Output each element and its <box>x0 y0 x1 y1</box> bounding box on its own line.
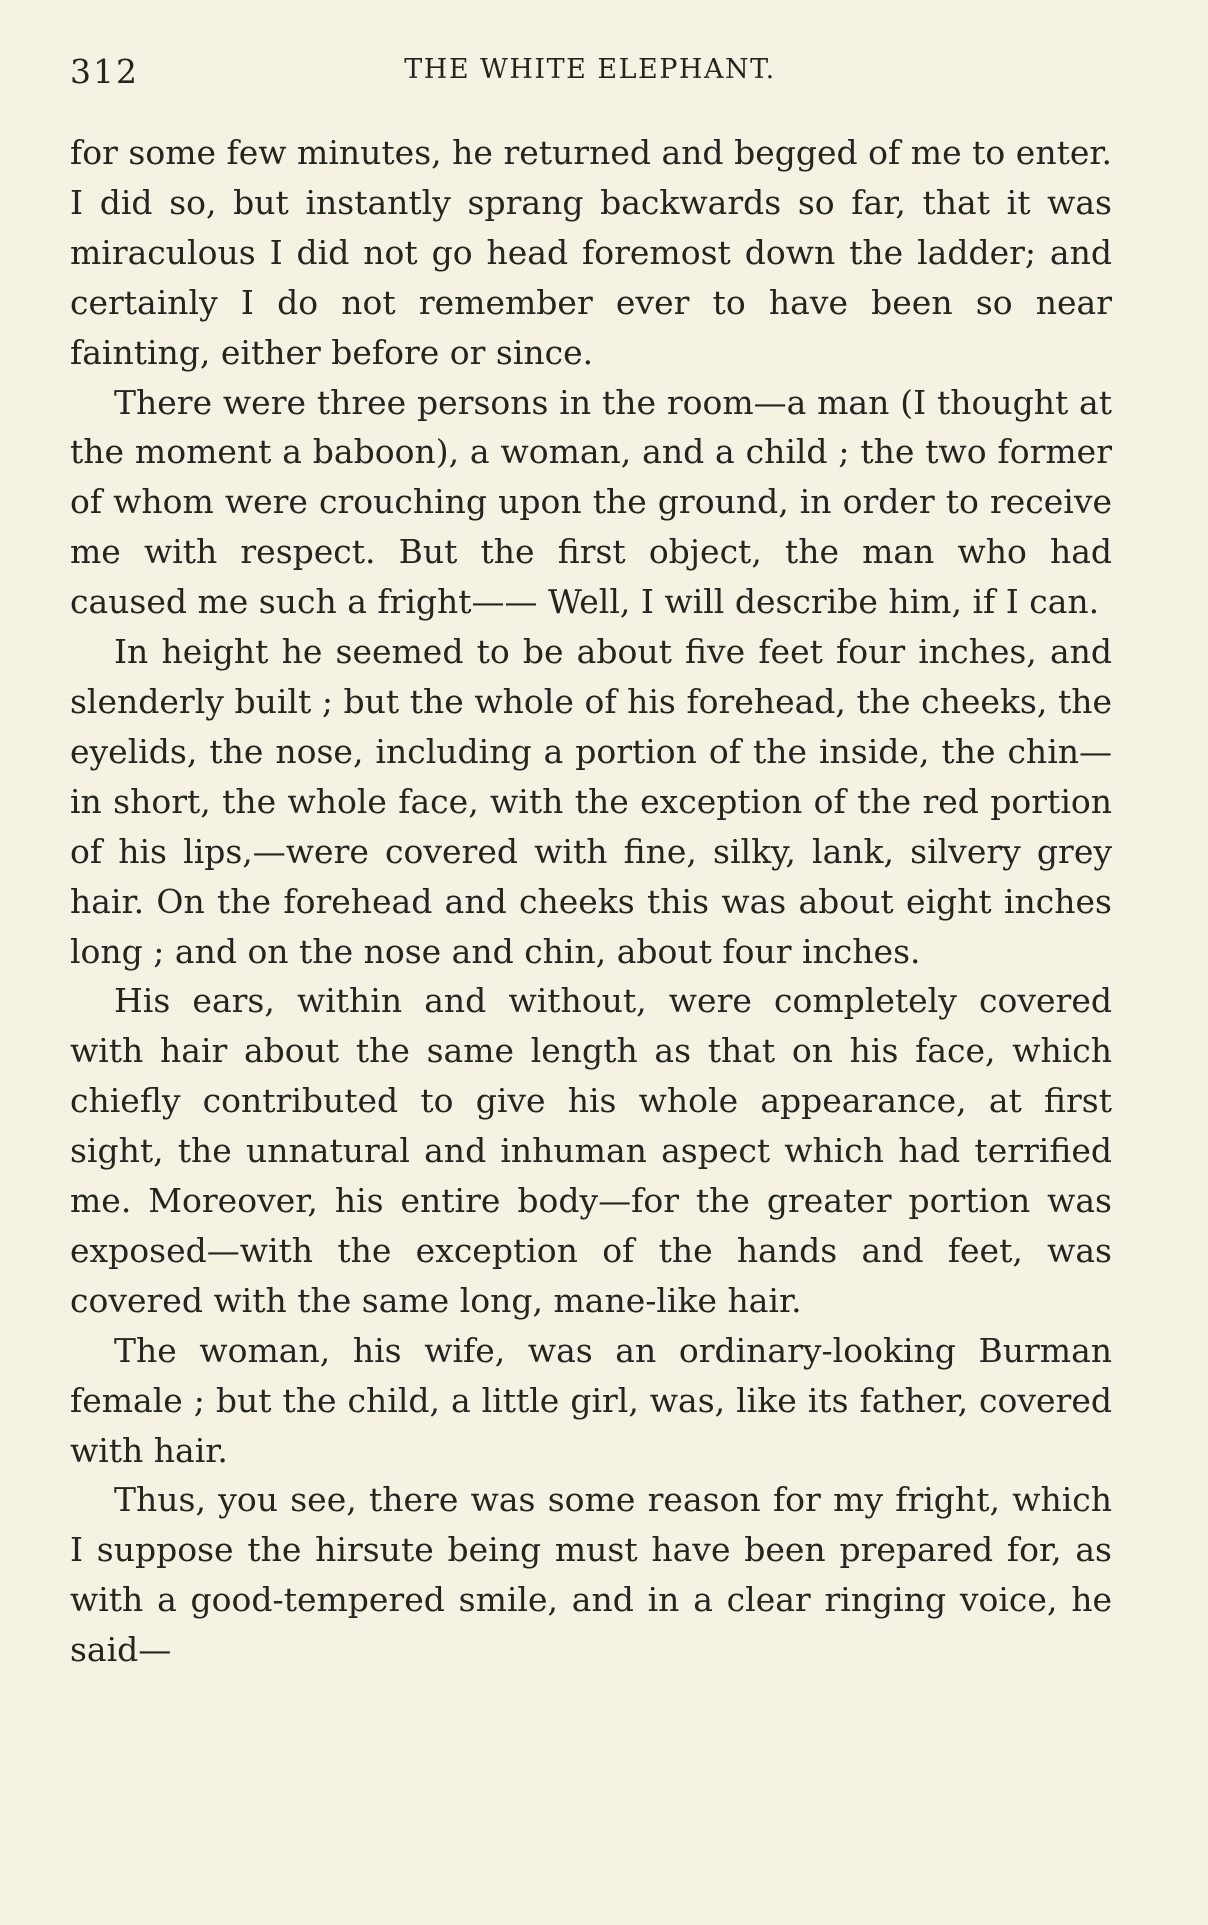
paragraph: There were three persons in the room—a man (I thought at the moment a baboon), a woman, and a child ; the two former of whom were crouching upon the ground, in order to receive me with respect. But the first object, the man who had caused me such a fright—— Well, I will describe him, if I can. <box>70 382 1112 622</box>
paragraph: Thus, you see, there was some reason for my fright, which I suppose the hirsute being must have been prepared for, as with a good-tempered smile, and in a clear ringing voice, he said— <box>70 1480 1112 1670</box>
paragraph: The woman, his wife, was an ordinary-looking Burman female ; but the child, a little girl, was, like its father, covered with hair. <box>70 1330 1112 1470</box>
paragraph: for some few minutes, he returned and begged of me to enter. I did so, but instantly sprang backwards so far, that it was miraculous I did not go head foremost down the ladder; and certainly I do not remember ever to have been so near fainting, either before or since. <box>70 133 1112 372</box>
paragraph: In height he seemed to be about five feet four inches, and slenderly built ; but the whole of his forehead, the cheeks, the eyelids, the nose, including a portion of the inside, the chin—in short, the whole face, with the exception of the red portion of his lips,—were covered with fine, silky, lank, silvery grey hair. On the forehead and cheeks this was about eight inches long ; and on the nose and chin, about four inches. <box>70 632 1112 971</box>
body-text <box>70 128 1112 1675</box>
page-number: 312 <box>70 52 139 91</box>
page-header <box>70 48 1110 96</box>
paragraph: His ears, within and without, were completely covered with hair about the same length as that on his face, which chiefly contributed to give his whole appearance, at first sight, the unnatural and inhuman aspect which had terrified me. Moreover, his entire body—for the greater portion was exposed—with the exception of the hands and feet, was covered with the same long, mane-like hair. <box>70 981 1112 1320</box>
running-head: THE WHITE ELEPHANT. <box>404 54 776 85</box>
